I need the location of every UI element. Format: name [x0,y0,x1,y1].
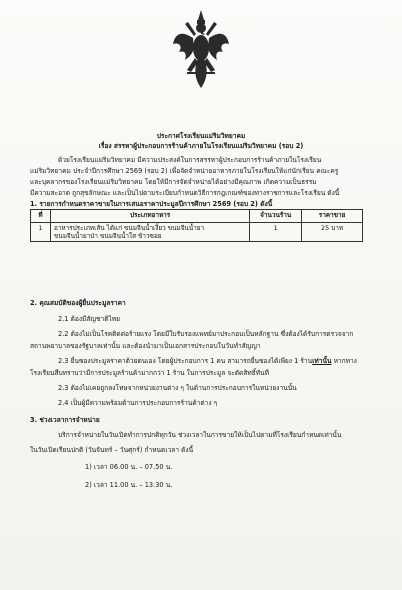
table-header-cell: ประเภทอาหาร [50,210,249,223]
qualification-item: สถานพยาบาลของรัฐบาลเท่านั้น และต้องนำมาเป็นเอกสารประกอบในวันทำสัญญา [30,342,261,350]
qualification-item: 2.2 ต้องไม่เป็นโรคติดต่อร้ายแรง โดยมีใบรับรองแพทย์มาประกอบเป็นหลักฐาน ซึ่งต้องได้รับการตรวจจาก [58,330,354,338]
intro-line: และบุคลากรของโรงเรียนแม่ริมวิทยาคม โดยให้มีการจัดจำหน่ายได้อย่างมีคุณภาพ เกิดความเป็นธรรม [30,178,317,186]
time-slot: 1) เวลา 06.00 น. – 07.50 น. [85,463,173,471]
food-type-line: ขนมจีนน้ำยาป่า ขนมจีนน้ำใส ข้าวซอย [53,232,162,240]
intro-line: มีความสะอาด ถูกสุขลักษณะ และเป็นไปตามระเบียบกำหนดวิธีการกฎเกณฑ์ของทางราชการและโรงเรียน ดังนี้ [30,189,340,197]
table-header-cell: ที่ [31,210,51,223]
shop-count-cell: 1 [250,223,302,242]
table-row [31,223,363,242]
subject-title: เรื่อง สรรหาผู้ประกอบการร้านค้าภายในโรงเรียนแม่ริมวิทยาคม (รอบ 2) [98,142,304,150]
section3-title: 3. ช่วงเวลาการจำหน่าย [30,416,100,424]
org-title: ประกาศโรงเรียนแม่ริมวิทยาคม [156,132,246,140]
schedule-line: ในวันเปิดเรียนปกติ (วันจันทร์ – วันศุกร์) กำหนดเวลา ดังนี้ [30,446,194,454]
section2-title: 2. คุณสมบัติของผู้ยื่นประมูลราคา [30,299,126,307]
qualification-item: 2.1 ต้องมีสัญชาติไทย [58,315,121,323]
price-table [30,209,363,242]
schedule-line: บริการจำหน่ายในวันเปิดทำการปกติทุกวัน ช่วงเวลาในการขายให้เป็นไปตามที่โรงเรียนกำหนดเท่านั้น [58,431,342,439]
intro-line: ด้วยโรงเรียนแม่ริมวิทยาคม มีความประสงค์ในการสรรหาผู้ประกอบการร้านค้าภายในโรงเรียน [58,156,322,164]
garuda-emblem-icon [171,8,231,94]
qualification-text: หากทาง [331,357,357,365]
table-header-cell: ราคาขาย [302,210,363,223]
food-type-line: อาหารประเภทเส้น ได้แก่ ขนมจีนน้ำเงี้ยว ขนมจีนน้ำยา [53,224,205,232]
food-type-cell [50,223,249,242]
intro-line: แม่ริมวิทยาคม ประจำปีการศึกษา 2569 (รอบ 2) เพื่อจัดจำหน่ายอาหารภายในโรงเรียนให้แก่นักเรียน คณะครู [30,167,339,175]
time-slot: 2) เวลา 11.00 น. – 13.30 น. [85,481,173,489]
emphasis-text: เท่านั้น [312,357,332,365]
qualification-item: 2.4 เป็นผู้มีความพร้อมด้านการประกอบการร้านค้าต่าง ๆ [58,399,218,407]
qualification-text: 2.3 ยื่นซองประมูลราคาด้วยตนเอง โดยผู้ประกอบการ 1 คน สามารถยื่นซองได้เพียง 1 ร้าน [58,357,313,365]
section1-title: 1. รายการกำหนดราคาขายในการเสนอราคาประมูลปีการศึกษา 2569 (รอบ 2) ดังนี้ [30,200,273,208]
table-header-cell: จำนวนร้าน [250,210,302,223]
price-cell: 25 บาท [302,223,363,242]
row-number: 1 [31,223,51,242]
qualification-item: โรงเรียนสืบทราบว่ามีการประมูลร้านค้ามากกว่า 1 ร้าน ในการประมูล จะตัดสิทธิ์ทันที [30,369,269,377]
qualification-item: 2.3 ต้องไม่เคยถูกลงโทษจากหน่วยงานต่าง ๆ ในด้านการประกอบการในหน่วยงานนั้น [58,384,297,392]
qualification-item [58,357,357,365]
table-header-row [31,210,363,223]
